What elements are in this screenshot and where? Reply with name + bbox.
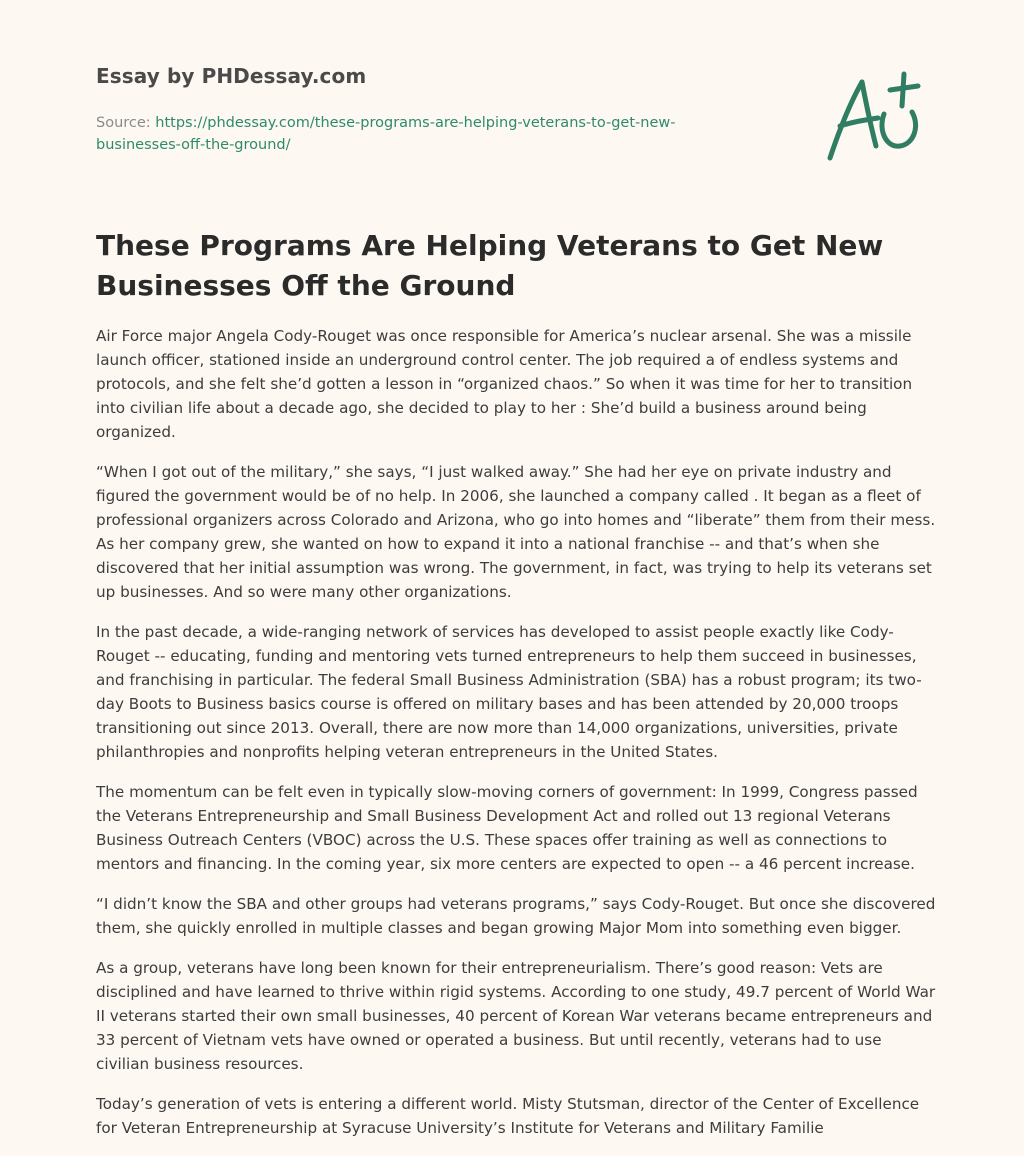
article-paragraph: The momentum can be felt even in typically slow-moving corners of government: In 1999, Congress passed the Veterans Entrepreneurship and Small Business Development Act and rolled out 13 regional Veterans Business Outreach Centers (VBOC) across the U.S. These spaces offer training as well as connections to mentors and financing. In the coming year, six more centers are expected to open -- a 46 percent increase. [96,783,918,873]
article-paragraph: Today’s generation of vets is entering a different world. Misty Stutsman, director of the Center of Excellence for Veteran Entrepreneurship at Syracuse University’s Institute for Veterans and Military Familie [96,1095,920,1137]
source-label: Source: [96,115,156,131]
article-title: These Programs Are Helping Veterans to Get New Businesses Off the Ground [96,229,884,302]
article-paragraph: “I didn’t know the SBA and other groups had veterans programs,” says Cody-Rouget. But once she discovered them, she quickly enrolled in multiple classes and began growing Major Mom into something even bigger. [96,895,936,937]
article-paragraph: Air Force major Angela Cody-Rouget was once responsible for America’s nuclear arsenal. She was a missile launch officer, stationed inside an underground control center. The job required a of endless systems and protocols, and she felt she’d gotten a lesson in “organized chaos.” So when it was time for her to transition into civilian life about a decade ago, she decided to play to her : She’d build a business around being organized. [96,327,913,441]
source-line [96,112,736,156]
article-paragraph: As a group, veterans have long been known for their entrepreneurialism. There’s good reason: Vets are disciplined and have learned to thrive within rigid systems. According to one study, 49.7 percent of World War II veterans started their own small businesses, 40 percent of Korean War veterans became entrepreneurs and 33 percent of Vietnam vets have owned or operated a business. But until recently, veterans had to use civilian business resources. [96,959,936,1073]
site-title: Essay by PHDessay.com [96,64,367,88]
article-paragraph: In the past decade, a wide-ranging network of services has developed to assist people exactly like Cody-Rouget -- educating, funding and mentoring vets turned entrepreneurs to help them succeed in businesses, and franchising in particular. The federal Small Business Administration (SBA) has a robust program; its two-day Boots to Business basics course is offered on military bases and has been attended by 20,000 troops transitioning out since 2013. Overall, there are now more than 14,000 organizations, universities, private philanthropies and nonprofits helping veteran entrepreneurs in the United States. [96,623,922,761]
a-plus-logo-icon [820,68,930,164]
article-paragraph: “When I got out of the military,” she says, “I just walked away.” She had her eye on private industry and figured the government would be of no help. In 2006, she launched a company called . It began as a fleet of professional organizers across Colorado and Arizona, who go into homes and “liberate” them from their mess. As her company grew, she wanted on how to expand it into a national franchise -- and that’s when she discovered that her initial assumption was wrong. The government, in fact, was trying to help its veterans set up businesses. And so were many other organizations. [96,463,936,601]
a-plus-logo [820,68,930,164]
source-link[interactable]: https://phdessay.com/these-programs-are-helping-veterans-to-get-new-businesses-off-the-ground/ [96,115,676,153]
article-body [96,324,936,1156]
